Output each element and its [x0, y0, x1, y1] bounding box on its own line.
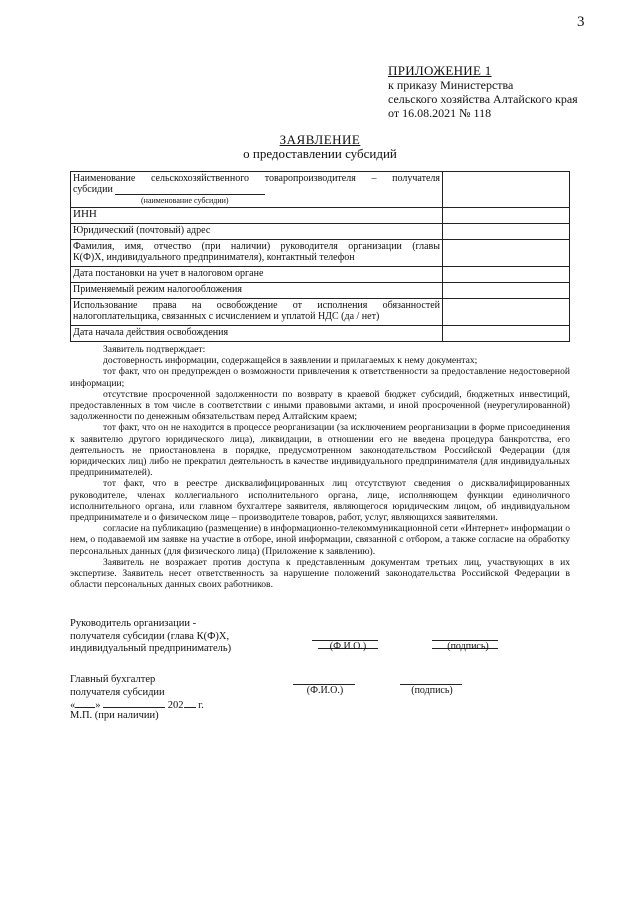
row-label: налогоплательщика, связанных с исчислением и уплатой НДС (да / нет) — [73, 311, 380, 322]
paragraph: тот факт, что в реестре дисквалифицированных лиц отсутствуют сведения о дисквалифицированных руководителе, членах коллегиального исполнительного органа, лице, исполняющем функции единоличного исполнительного органа, или главном бухгалтере заявителя, являющегося юридическим лицом, об индивидуальном предпринимателе и о физическом лице – производителе товаров, работ, услуг, являющихся заявителями. — [70, 478, 570, 524]
document-title — [0, 133, 640, 161]
table-label-cell — [71, 208, 443, 224]
table-label-cell — [71, 267, 443, 283]
appendix-title: ПРИЛОЖЕНИЕ 1 — [388, 63, 492, 78]
table-value-cell[interactable] — [443, 299, 570, 326]
head-fio-caption: (Ф.И.О.) — [329, 641, 367, 652]
table-label-cell — [71, 283, 443, 299]
paragraph: согласие на публикацию (размещение) в информационно-телекоммуникационной сети «Интернет» информации о нем, о подаваемой им заявке на участие в отборе, иной информации, связанной с отбором, а также согласие на обработку персональных данных (для физического лица) (Приложение к заявлению). — [70, 523, 570, 557]
appendix-line: к приказу Министерства — [388, 78, 514, 92]
day-blank[interactable] — [75, 698, 95, 708]
appendix-line: от 16.08.2021 № 118 — [388, 106, 492, 120]
row-label: Дата начала действия освобождения — [73, 327, 229, 338]
table-label-cell — [71, 172, 443, 208]
row-label: Юридический (почтовый) адрес — [73, 225, 211, 236]
year-prefix: 202 — [167, 700, 184, 711]
table-label-cell — [71, 299, 443, 326]
row-caption: (наименование субсидии) — [141, 196, 229, 205]
table-value-cell[interactable] — [443, 208, 570, 224]
table-label-cell — [71, 326, 443, 342]
stamp-label: М.П. (при наличии) — [70, 710, 159, 721]
label-line: индивидуальный предприниматель) — [70, 643, 232, 654]
table-value-cell[interactable] — [443, 267, 570, 283]
table-row — [71, 299, 570, 326]
label-line: Главный бухгалтер — [70, 674, 156, 685]
declaration-text — [70, 344, 570, 590]
accountant-signature-caption: (подпись) — [411, 685, 453, 696]
page-number: 3 — [577, 14, 585, 30]
table-row — [71, 172, 570, 208]
year-blank[interactable] — [184, 698, 196, 708]
row-label: Наименование сельскохозяйственного товаропроизводителя – получателя — [73, 173, 440, 184]
head-signature-label — [70, 618, 231, 656]
table-row — [71, 208, 570, 224]
row-label: Использование права на освобождение от исполнения обязанностей — [73, 300, 440, 311]
appendix-line: сельского хозяйства Алтайского края — [388, 92, 578, 106]
paragraph: отсутствие просроченной задолженности по возврату в краевой бюджет субсидий, бюджетных инвестиций, предоставленных в том числе в соответствии с иными правовыми актами, и иной просроченной (неурегулированной) задолженности по денежным обязательствам перед Алтайским краем; — [70, 388, 570, 423]
paragraph: тот факт, что он предупрежден о возможности привлечения к ответственности за предоставление недостоверной информации; — [70, 366, 570, 389]
accountant-signature-label — [70, 674, 165, 699]
subsidy-name-line — [115, 185, 265, 195]
row-label: ИНН — [73, 208, 97, 220]
applicant-table — [70, 171, 570, 342]
table-row — [71, 267, 570, 283]
row-label: К(Ф)Х, индивидуального предпринимателя), контактный телефон — [73, 252, 355, 263]
paragraph: тот факт, что он не находится в процессе реорганизации (за исключением реорганизации в форме присоединения к заявителю другого юридического лица), ликвидации, в отношении его не введена процедура банкротства, его деятельность не приостановлена в порядке, предусмотренном законодательством Российской Федерации (для юридических лиц) либо не прекратил деятельность в качестве индивидуального предпринимателя (для индивидуальных предпринимателей). — [70, 422, 570, 479]
row-label: Дата постановки на учет в налоговом органе — [73, 268, 264, 279]
row-label: субсидии — [73, 184, 113, 195]
title-main: ЗАЯВЛЕНИЕ — [279, 132, 361, 147]
quote-close: » — [95, 700, 101, 711]
label-line: получателя субсидии (глава К(Ф)Х, — [70, 630, 230, 642]
accountant-fio-caption: (Ф.И.О.) — [306, 685, 344, 696]
table-row — [71, 224, 570, 240]
table-value-cell[interactable] — [443, 172, 570, 208]
month-blank[interactable] — [103, 698, 165, 708]
table-value-cell[interactable] — [443, 240, 570, 267]
paragraph: Заявитель не возражает против доступа к представленным документам третьих лиц, участвующих в их экспертизе. Заявитель несет ответственность за нарушение положений законодательства Российской Федерации в области персональных данных своих работников. — [70, 556, 570, 591]
table-value-cell[interactable] — [443, 283, 570, 299]
row-label: Фамилия, имя, отчество (при наличии) руководителя организации (главы — [73, 241, 440, 252]
table-row — [71, 326, 570, 342]
table-row — [71, 240, 570, 267]
row-label: Применяемый режим налогообложения — [73, 284, 242, 295]
head-signature-caption: (подпись) — [447, 641, 489, 652]
paragraph: достоверность информации, содержащейся в заявлении и прилагаемых к нему документах; — [103, 355, 478, 367]
table-value-cell[interactable] — [443, 326, 570, 342]
label-line: Руководитель организации - — [70, 618, 197, 629]
title-sub: о предоставлении субсидий — [243, 146, 397, 161]
table-value-cell[interactable] — [443, 224, 570, 240]
appendix-block — [388, 64, 578, 120]
quote-open: « — [70, 700, 76, 711]
table-label-cell — [71, 240, 443, 267]
label-line: получателя субсидии — [70, 686, 165, 698]
table-label-cell — [71, 224, 443, 240]
year-suffix: г. — [198, 700, 204, 711]
table-row — [71, 283, 570, 299]
paragraph: Заявитель подтверждает: — [103, 344, 206, 355]
